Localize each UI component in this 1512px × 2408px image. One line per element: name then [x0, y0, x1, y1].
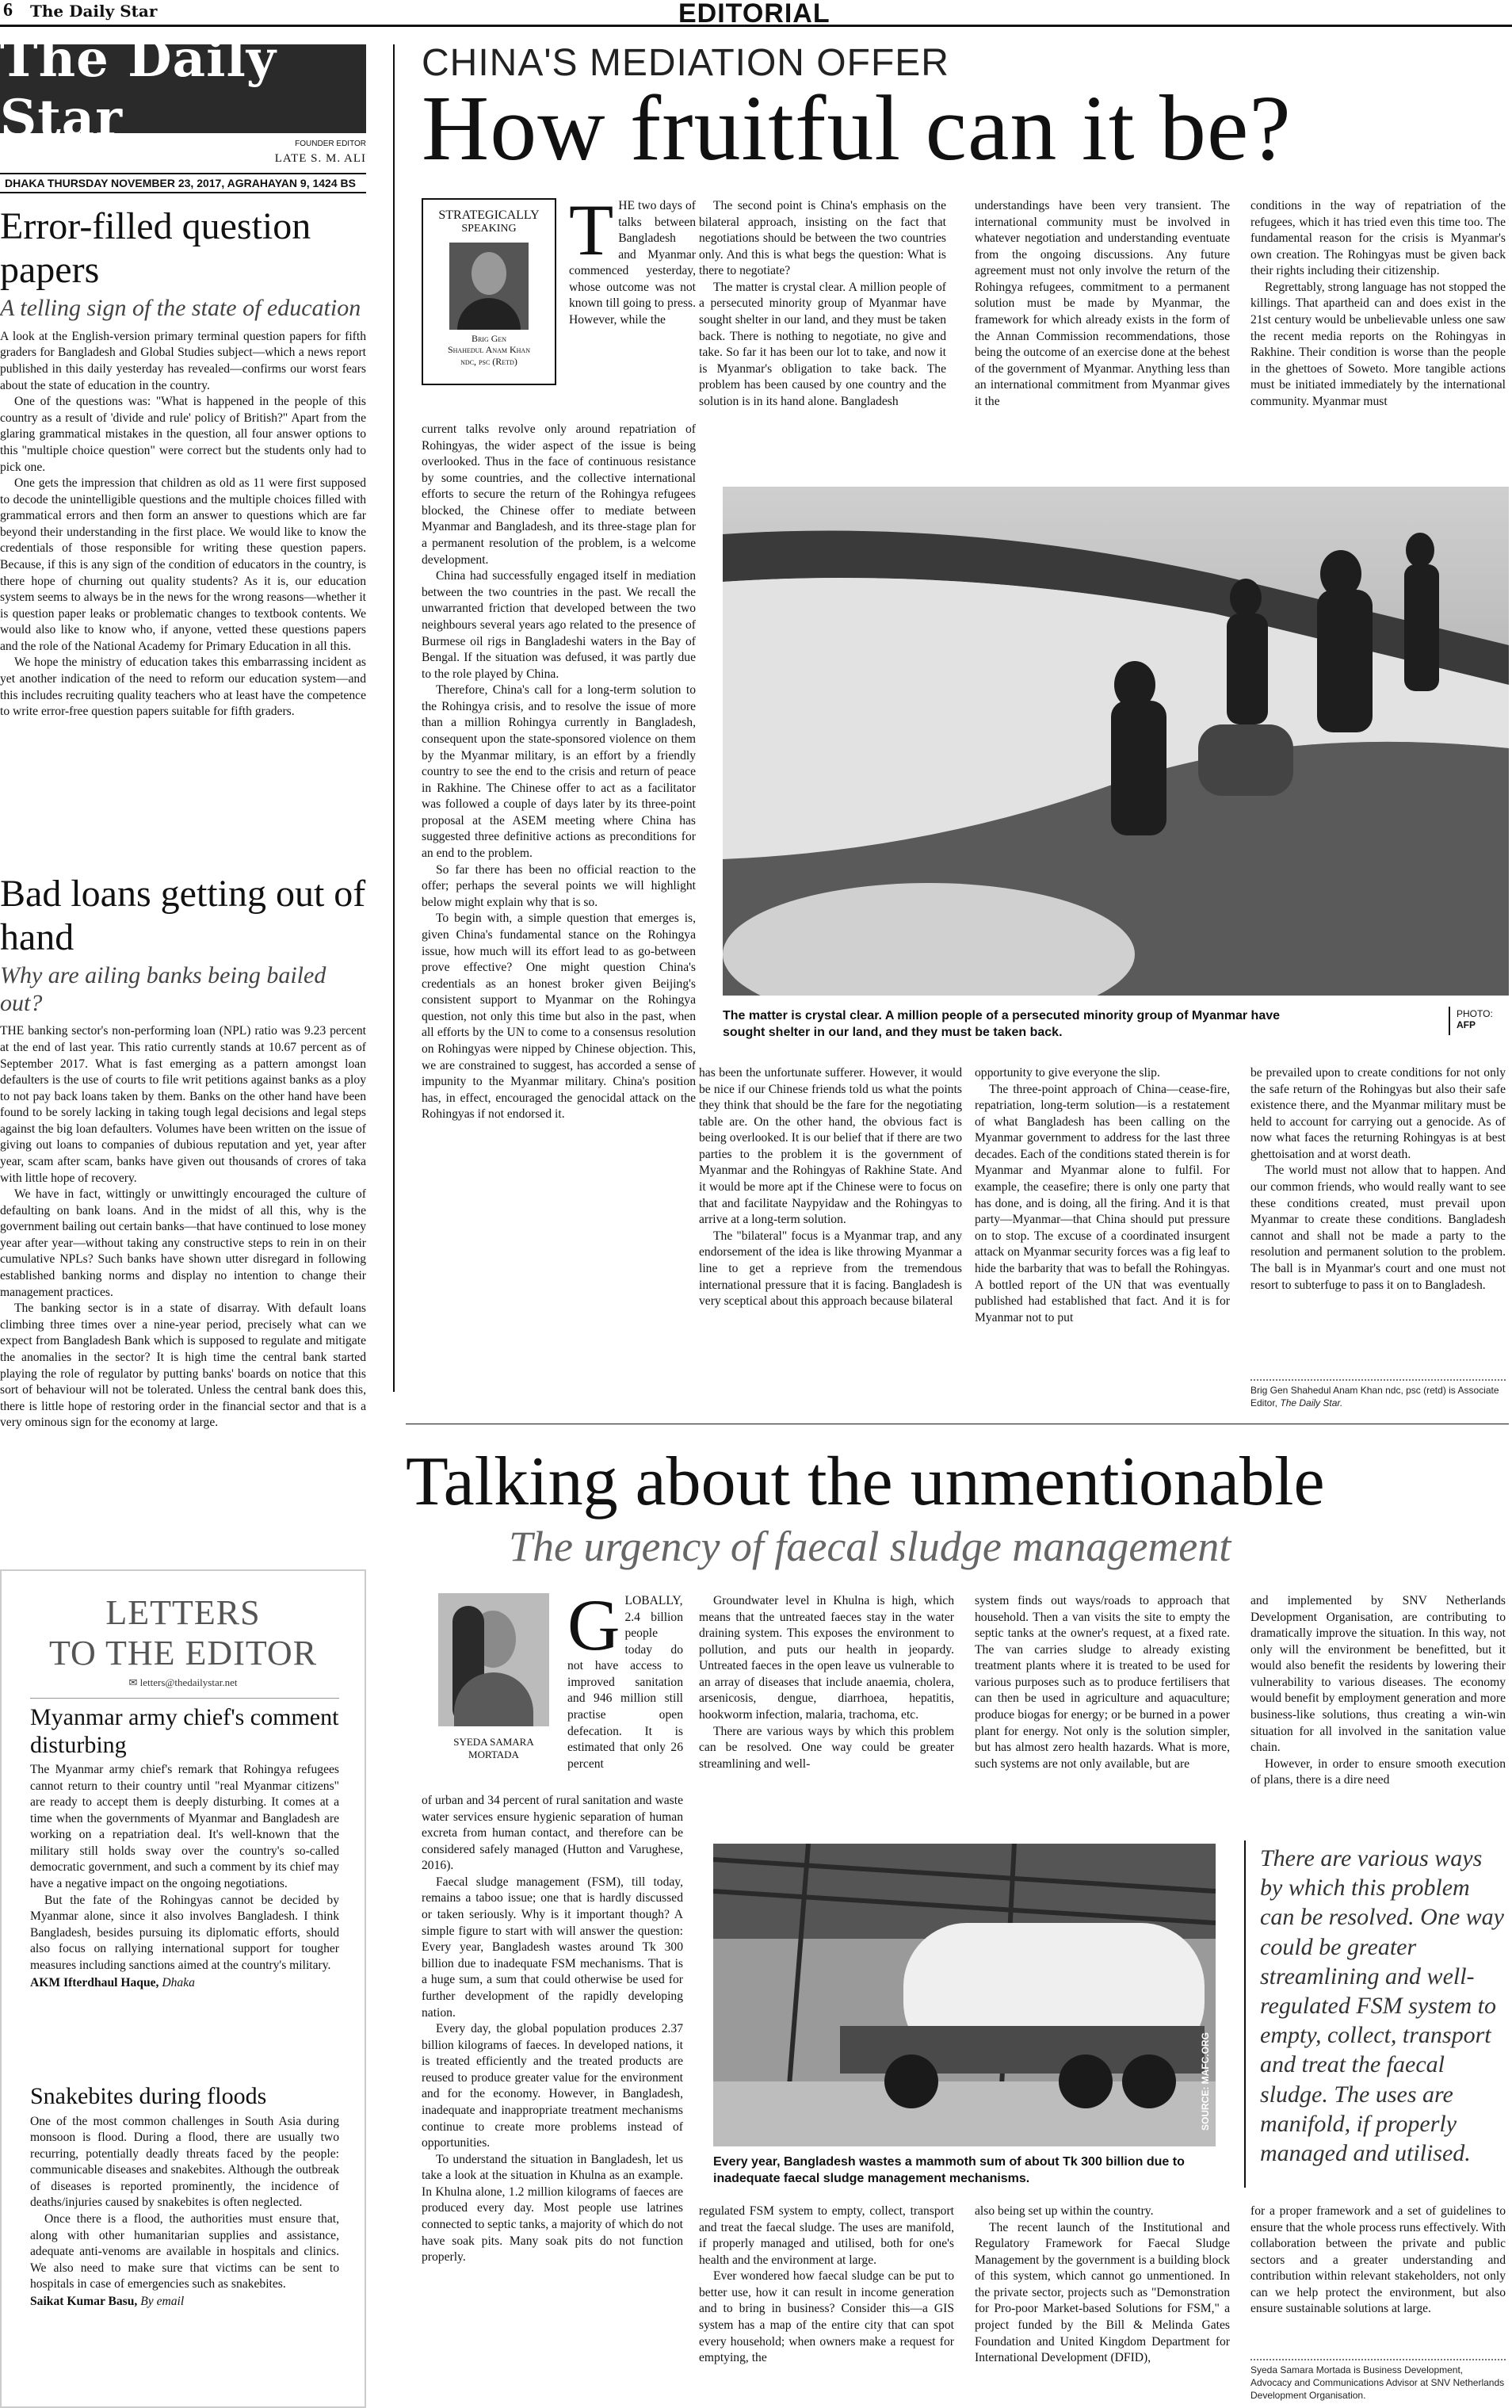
- article2-column-4-bottom: [1250, 2204, 1506, 2318]
- photo-caption: Every year, Bangladesh wastes a mammoth sum of about Tk 300 billion due to inadequate faecal sludge management mechanisms.: [713, 2155, 1185, 2185]
- paragraph: To understand the situation in Bangladesh, let us take a look at the situation in Khulna as an example. In Khulna alone, 1.2 million kilograms of faeces are produced every day. Most people use latrines connected to septic tanks, a majority of which do not have soak pits. Many soak pits do not function properly.: [422, 2152, 683, 2265]
- letter-myanmar: [30, 1704, 339, 1990]
- intro-text: LOBALLY, 2.4 billion people today do not have access to improved sanitation and 946 million still practise open defecation. It is estimated that only 26 percent: [567, 1594, 683, 1771]
- column-label-line1: STRATEGICALLY: [438, 208, 540, 222]
- article2-title: Talking about the unmentionable: [406, 1443, 1325, 1520]
- paragraph: One gets the impression that children as old as 11 were first supposed to decode the unintelligible questions and the multiple choices filled with grammatical errors and then form an answer to questions which are far beyond their understanding in the first place. We would like to know the credentials of those responsible for writing these question papers. Because, if this is any sign of the condition of educators in the country, is there hope of churning out quality students? As it is, our education system seems to always be in the news for the wrong reasons—whether it is question paper leaks or problematic changes to textbook contents. We would also like to know who, if anyone, vetted these questions papers and the role of the National Academy for Primary Education in all this.: [0, 476, 366, 653]
- author-rank: Brig Gen: [471, 332, 507, 344]
- article1-column-4-bottom: [1250, 1065, 1506, 1294]
- author-credentials: ndc, psc (Retd): [460, 355, 517, 367]
- article1-column-4-top: [1250, 198, 1506, 411]
- article2-column-4-top: [1250, 1593, 1506, 1789]
- paragraph: One of the most common challenges in South Asia during monsoon is flood. During a flood, there are usually two recurring, potentially deadly threats faced by the people: communicable diseases and snakebites. Although the outbreak of diseases is reported prominently, the incidence of deaths/injuries caused by snakebites is often neglected.: [30, 2114, 339, 2210]
- paragraph: The Myanmar army chief's remark that Rohingya refugees cannot return to their country until "real Myanmar citizens" are ready to accept them is deeply disturbing. It comes at a time when the governments of Myanmar and Bangladesh are working on a repatriation deal. It's well-known that the military still holds sway over the country's so-called democratic government, and such a comment by its chief may have a negative impact on the ongoing negotiations.: [30, 1763, 339, 1891]
- divider: [1250, 2359, 1506, 2360]
- editorial-headline: Error-filled question papers: [0, 205, 311, 292]
- paragraph: We hope the ministry of education takes this embarrassing incident as yet another indication of the need to reform our education system—and this includes recruiting quality teachers who at least have the competence to write error-free question papers suitable for fifth graders.: [0, 656, 366, 719]
- mail-icon: ✉: [128, 1676, 140, 1688]
- paragraph: also being set up within the country.: [975, 2204, 1154, 2218]
- author-box: [422, 198, 556, 385]
- pullquote-rule: [1244, 1840, 1246, 2188]
- paragraph: be prevailed upon to create conditions for not only the safe return of the Rohingyas but also their safe existence there, and the Myanmar military must be held to account for carrying out a genocide. As of now what faces the returning Rohingyas is at best ghettoisation and at worst death.: [1250, 1066, 1506, 1161]
- article2-intro: [567, 1584, 683, 1772]
- paragraph: To begin with, a simple question that emerges is, given China's fundamental stance on the Rohingya issue, how much will its effort lead to as go-between prove effective? One might question China's credentials as an honest broker given Beijing's consistent support to Myanmar on the Rohingya question, not only this time but also in the past, when all efforts by the UN to come to a consensus resolution on Rohingyas were nipped by Chinese objection. This, we are constrained to suggest, has accorded a sense of impunity to the Myanmar military. China's position has, in effect, encouraged the genocidal attack on the Rohingyas if not endorsed it.: [422, 912, 696, 1122]
- paragraph: system finds out ways/roads to approach that household. Then a van visits the site to empty the septic tanks at the owner's request, at a fixed rate. The van carries sludge to already existing treatment plants where it is treated to be used for various purposes such as to produce fertilisers that can then be used in agriculture and aquaculture; produce biogas for energy; or be burned in a power plant for energy. Not only is the solution simpler, but has almost zero health hazards. What is more, such systems are not only available, but are: [975, 1594, 1230, 1771]
- paragraph: The matter is crystal clear. A million people of a persecuted minority group of Myanmar have sought shelter in our land, and they must be taken back. There is nothing to negotiate, no give and take. So far it has been our lot to take, and now it is Myanmar's obligation to take back. The problem has been caused by one country and the solution is in its hand alone. Bangladesh: [699, 280, 946, 408]
- signature-place: Dhaka: [162, 1975, 195, 1989]
- pullquote: There are various ways by which this problem can be resolved. One way could be greater streamlining and well-regulated FSM system to empty, collect, transport and treat the faecal sludge. The uses are manifold, if properly managed and utilised.: [1260, 1845, 1504, 2166]
- article2-column-3-bottom: [975, 2204, 1230, 2367]
- paragraph: Groundwater level in Khulna is high, which means that the untreated faeces stay in the water draining system. This exposes the environment to pollution, and puts our health in jeopardy. Untreated faeces in the open leave us vulnerable to an array of diseases that include anaemia, cholera, arsenicosis, dengue, diarrhoea, hepatitis, hookworm infection, malaria, trachoma, etc.: [699, 1594, 954, 1722]
- article1-column-3-bottom: [975, 1065, 1230, 1326]
- paragraph: opportunity to give everyone the slip.: [975, 1066, 1160, 1080]
- article1-column-3-top: [975, 198, 1230, 411]
- signature-place: By email: [140, 2294, 185, 2308]
- editorial-subhead: Why are ailing banks being bailed out?: [0, 962, 326, 1016]
- paragraph: Faecal sludge management (FSM), till today, remains a taboo issue; one that is hardly discussed or taken seriously. Why is it important though? A simple figure to start with will answer the question: Every year, Bangladesh wastes around Tk 300 billion due to inadequate FSM mechanisms. That is a huge sum, a sum that could otherwise be used for further development of the rapidly developing nation.: [422, 1875, 683, 2020]
- paragraph: The world must not allow that to happen. And our common friends, who would really want to see these conditions created, must prevail upon Myanmar to create these conditions. Bangladesh cannot and shall not be made a party to the resolution and permanent solution to the problem. The ball is in Myanmar's court and one must not resort to subterfuge to pass it on to Bangladesh.: [1250, 1164, 1506, 1292]
- letters-title-line1: LETTERS: [105, 1593, 261, 1632]
- author2-box: [434, 1593, 553, 1785]
- paragraph: But the fate of the Rohingyas cannot be decided by Myanmar alone, since it also involves Bangladesh. I think Bangladesh, besides pursuing its diplomatic efforts, should also focus on rallying international support for tougher measures including sanctions aimed at the country's military.: [30, 1893, 339, 1972]
- letters-email[interactable]: [0, 1676, 366, 1689]
- author2-footnote: Syeda Samara Mortada is Business Development, Advocacy and Communications Advisor at SNV Netherlands Development Organisation.: [1250, 2364, 1505, 2402]
- author-name: [423, 333, 555, 367]
- paragraph: There are various ways by which this problem can be resolved. One way could be greater streamlining and well-: [699, 1724, 954, 1771]
- paragraph: The "bilateral" focus is a Myanmar trap, and any endorsement of the idea is like throwing Myanmar a line to get a reprieve from the tremendous international pressure that it is facing. Bangladesh is very sceptical about this approach because bilateral: [699, 1229, 962, 1309]
- paragraph: current talks revolve only around repatriation of Rohingyas, the wider aspect of the issue is being overlooked. Thus in the face of continuous resistance by some countries, and the collective international efforts to secure the return of the Rohingya refugees blocked, the Chinese offer to mediate between Myanmar and Bangladesh, and its three-stage plan for a permanent resolution of the problem, is a welcome development.: [422, 422, 696, 567]
- editorial-subhead: A telling sign of the state of education: [0, 295, 361, 322]
- signature-name: Saikat Kumar Basu,: [30, 2294, 138, 2308]
- letter-signature: [30, 2295, 339, 2309]
- paragraph: Once there is a flood, the authorities must ensure that, along with other humanitarian supplies and assistance, adequate anti-venoms are available in hospitals and clinics. We also need to make sure that victims can be sent to hospitals in case of emergencies such as snakebites.: [30, 2211, 339, 2291]
- paragraph: So far there has been no official reaction to the offer; perhaps the several points we will highlight below might explain why that is so.: [422, 862, 696, 909]
- rohingya-photo: [723, 487, 1509, 996]
- paragraph: understandings have been very transient. The international community must be involved in whatever negotiation and understanding eventuate from the ongoing discussions. Any future agreement must not only involve the return of the Rohingya refugees, commitment to a permanent solution must be made by Myanmar, the framework for which already exists in the form of the Annan Commission recommendations, those being the outcome of an exercise done at the behest of the government of Myanmar. Anything less than an international commitment from Myanmar gives it the: [975, 199, 1230, 408]
- letters-title-line2: TO THE EDITOR: [48, 1633, 318, 1672]
- paragraph: Every day, the global population produces 2.37 billion kilograms of faeces. In developed nations, it is treated efficiently and the treated products are reused to produce greater value for the environment and for the economy. However, in Bangladesh, inadequate and inappropriate treatment mechanisms continue to create more problems instead of opportunities.: [422, 2022, 683, 2150]
- article1-column-1: [422, 422, 696, 1123]
- dateline: DHAKA THURSDAY NOVEMBER 23, 2017, AGRAHAYAN 9, 1424 BS: [0, 173, 366, 193]
- article1-column-2-bottom: [699, 1065, 962, 1310]
- paragraph: However, in order to ensure smooth execution of plans, there is a dire need: [1250, 1756, 1506, 1787]
- author-photo: [449, 243, 529, 330]
- author-name-line1: SYEDA SAMARA: [453, 1736, 534, 1748]
- paragraph: We have in fact, wittingly or unwittingly encouraged the culture of defaulting on bank loans. And in the midst of all this, why is the government bailing out certain banks—that have continued to lose money year after year—without taking any constructive steps to rein in on their cumulative NPLs? Such banks have shown utter disregard in following established banking norms and display no intention to change their management practices.: [0, 1187, 366, 1299]
- letter-body: [30, 2114, 339, 2293]
- article2-column-2-top: [699, 1593, 954, 1772]
- paragraph: Therefore, China's call for a long-term solution to the Rohingya crisis, and to resolve the issue of more than a million Rohingya currently in Bangladesh, consequent upon the state-sponsored violence on them by the Myanmar military, is an effort by a friendly country to see the end to the crisis and return of peace in Rakhine. The Chinese offer to act as a facilitator was followed a couple of days later by its three-point proposal at the ASEM meeting where China has suggested three definitive actions as preconditions for an end to the problem.: [422, 683, 696, 861]
- sludge-truck-photo: [713, 1844, 1216, 2146]
- founder-editor-label: FOUNDER EDITOR: [295, 140, 366, 148]
- letter-signature: [30, 1976, 339, 1990]
- founder-editor-name: LATE S. M. ALI: [274, 152, 366, 165]
- article2-column-1: [422, 1793, 683, 2266]
- paragraph: One of the questions was: "What is happened in the people of this country as a result of 'divide and rule' policy of British?" Apart from the glaring grammatical mistakes in the question, all four answer options to this "multiple choice question" were correct but the students only had to pick one.: [0, 395, 366, 474]
- divider: [1449, 1007, 1450, 1035]
- footnote-text: Brig Gen Shahedul Anam Khan ndc, psc (retd) is Associate Editor,: [1250, 1385, 1499, 1409]
- article-intro: [569, 189, 696, 329]
- editorial-body: [0, 329, 366, 720]
- editorial-error-filled: [0, 204, 366, 720]
- divider: [30, 1698, 339, 1699]
- author-fullname: Shahedul Anam Khan: [447, 344, 530, 356]
- paragraph: THE banking sector's non-performing loan (NPL) ratio was 9.23 percent at the end of last year. This ratio currently stands at 10.67 percent as of September 2017. What is fast emerging as a pattern amongst loan defaulters is the use of courts to file writ petitions against banks as a ploy to not pay back loans taken by them. Banks on the other hand have been found to be sorely lacking in taking tough legal decisions and legal steps against the big loan defaulters. Volumes have been written on the issue of giving out loans to companies of dubious reputation and yet, year after year, scam after scam, banks have given out thousands of crores of taka with little hope of recovery.: [0, 1024, 366, 1185]
- paragraph: conditions in the way of repatriation of the refugees, which it has tried even this time too. The fundamental reason for the crisis is Myanmar's own creation. The Rohingyas must be given back their rights including their citizenship.: [1250, 199, 1506, 278]
- footnote-publication: The Daily Star.: [1280, 1397, 1343, 1409]
- paragraph: China had successfully engaged itself in mediation between the two countries in the past. We recall the unwarranted friction that developed between the two neighbours several years ago related to the presence of Burmese oil rigs in Bangladeshi waters in the Bay of Bengal. If the situation was defused, it was partly due to the role played by China.: [422, 569, 696, 681]
- letters-email-text: letters@thedailystar.net: [139, 1676, 238, 1688]
- paragraph: A look at the English-version primary terminal question papers for fifth graders for Bangladesh and Global Studies subject—which a news report published in this daily yesterday has revealed—confirms our worst fears about the state of education in the country.: [0, 329, 366, 392]
- author2-name: [434, 1736, 553, 1760]
- photo-credit-value: AFP: [1457, 1019, 1476, 1030]
- article1-column-2-top: [699, 198, 946, 411]
- paper-name-small: The Daily Star: [30, 2, 158, 21]
- paragraph: The three-point approach of China—cease-fire, repatriation, long-term solution—is a restatement of what Bangladesh has been calling on the Myanmar government to address for the last three decades. Each of the conditions stated therein is for Myanmar and Myanmar alone to fulfil. For example, the ceasefire; there is only one party that has done, and is doing, all the firing. And it is that party—Myanmar—that China should put pressure on to stop. The excuse of a coordinated insurgent attack on Myanmar security forces was a fig leaf to hide the barbarity that was to befall the Rohingyas. A bottled report of the UN that was eventually published had established that fact. And it is for Myanmar not to put: [975, 1082, 1230, 1324]
- author-footnote: [1250, 1384, 1506, 1409]
- paragraph: of urban and 34 percent of rural sanitation and waste water services ensure hygienic separation of human excreta from human contact, and therefore can be considered safely managed (Hutton and Varughese, 2016).: [422, 1794, 683, 1873]
- divider: [1250, 1379, 1506, 1381]
- photo-illustration: [723, 487, 1509, 996]
- photo-credit-label: PHOTO:: [1457, 1008, 1493, 1019]
- editorial-headline: Bad loans getting out of hand: [0, 873, 366, 959]
- paragraph: The recent launch of the Institutional and Regulatory Framework for Faecal Sludge Management by the government is a building block of this system, which cannot go unmentioned. In the private sector, projects such as "Demonstration for Pro-poor Market-based Solutions for FSM," a project funded by the Bill & Melinda Gates Foundation and United Kingdom Department for International Development (DFID),: [975, 2220, 1230, 2365]
- article2-column-3-top: [975, 1593, 1230, 1772]
- paragraph: Ever wondered how faecal sludge can be put to better use, how it can result in income generation and to bring in business? Consider this—a GIS system has a map of the entire city that can spot every household; when owners make a request for emptying, the: [699, 2269, 954, 2365]
- letter-snakebites: [30, 2083, 339, 2309]
- letter-headline: Myanmar army chief's comment disturbing: [30, 1704, 339, 1758]
- column-rule: [393, 44, 395, 1392]
- section-label: EDITORIAL: [678, 0, 830, 29]
- editorial-bad-loans: [0, 872, 366, 1431]
- paragraph: regulated FSM system to empty, collect, transport and treat the faecal sludge. The uses are manifold, if properly managed and utilised, both for one's health and the environment at large.: [699, 2204, 954, 2267]
- paragraph: and implemented by SNV Netherlands Development Organisation, are contributing to dramatically improve the situation. In this way, not only will the environment be benefitted, but it would also benefit the residents by lowering their vulnerability to various diseases. The economy would benefit by employment generation and more business-like solutions, thus creating a win-win situation for all involved in the sanitation value chain.: [1250, 1594, 1506, 1755]
- column-label: [423, 208, 555, 236]
- signature-name: AKM Ifterdhaul Haque,: [30, 1975, 159, 1989]
- editorial-body: [0, 1023, 366, 1431]
- author2-photo: [438, 1593, 549, 1726]
- article-title: How fruitful can it be?: [422, 76, 1292, 180]
- paragraph: for a proper framework and a set of guidelines to ensure that the whole process runs effectively. With collaboration between the private and public sectors and a greater understanding and contribution within relevant stakeholders, not only can we help protect the environment, but also ensure sustainable solutions at large.: [1250, 2204, 1506, 2316]
- paragraph: The banking sector is in a state of disarray. With default loans climbing three times over a nine-year period, precisely what can we expect from Bangladesh Bank which is supposed to regulate and mitigate the anomalies in the sector? It is high time the central bank started playing the role of regulator by putting banks' boards on notice that this sort of behaviour will not be tolerated. Unless the central bank does this, there is little hope of restoring order in the financial sector and that is a very ominous sign for the economy at large.: [0, 1301, 366, 1430]
- paragraph: The second point is China's emphasis on the bilateral approach, insisting on the fact that negotiations should be between the two countries only. And this is what begs the question: What is there to negotiate?: [699, 199, 946, 278]
- photo-source: SOURCE: MAFC.ORG: [1200, 2032, 1211, 2131]
- photo-credit: [1457, 1008, 1509, 1030]
- column-label-line2: SPEAKING: [461, 223, 517, 235]
- drop-cap: T: [569, 189, 614, 270]
- letter-headline: Snakebites during floods: [30, 2083, 267, 2109]
- photo-illustration: [713, 1844, 1216, 2146]
- author-name-line2: MORTADA: [468, 1748, 519, 1760]
- article2-subtitle: The urgency of faecal sludge management: [509, 1523, 1231, 1570]
- paragraph: Regrettably, strong language has not stopped the killings. That apartheid can and does exist in the 21st century would be unbelievable unless one saw the recent media reports on the Rohingyas in Rakhine. Their condition is worse than the people in the ghettoes of Soweto. More tangible actions must be initiated immediately by the international community. Myanmar must: [1250, 280, 1506, 408]
- photo-caption: The matter is crystal clear. A million people of a persecuted minority group of Myanmar have sought shelter in our land, and they must be taken back.: [723, 1009, 1281, 1039]
- intro-text: HE two days of talks between Bangladesh and Myanmar commenced yesterday, whose outcome was not known till going to press. However, while the: [569, 199, 696, 327]
- drop-cap: G: [567, 1584, 620, 1665]
- letter-body: [30, 1762, 339, 1974]
- article-kicker: CHINA'S MEDIATION OFFER: [422, 42, 949, 84]
- newspaper-logo: The Daily Star: [0, 44, 366, 133]
- letters-title: [0, 1593, 366, 1673]
- article2-column-2-bottom: [699, 2204, 954, 2367]
- page-number: 6: [3, 0, 13, 21]
- paragraph: has been the unfortunate sufferer. However, it would be nice if our Chinese friends told us what the points they think that should be the fare for the negotiating table are. On the other hand, the obvious fact is being overlooked. It is our belief that if there are two parties to the problem it is the government of Myanmar and the Rohingyas of Rakhine State. And it would be more apt if the Chinese were to focus on that and facilitate Naypyidaw and the Rohingyas to arrive at a long-term solution.: [699, 1066, 962, 1227]
